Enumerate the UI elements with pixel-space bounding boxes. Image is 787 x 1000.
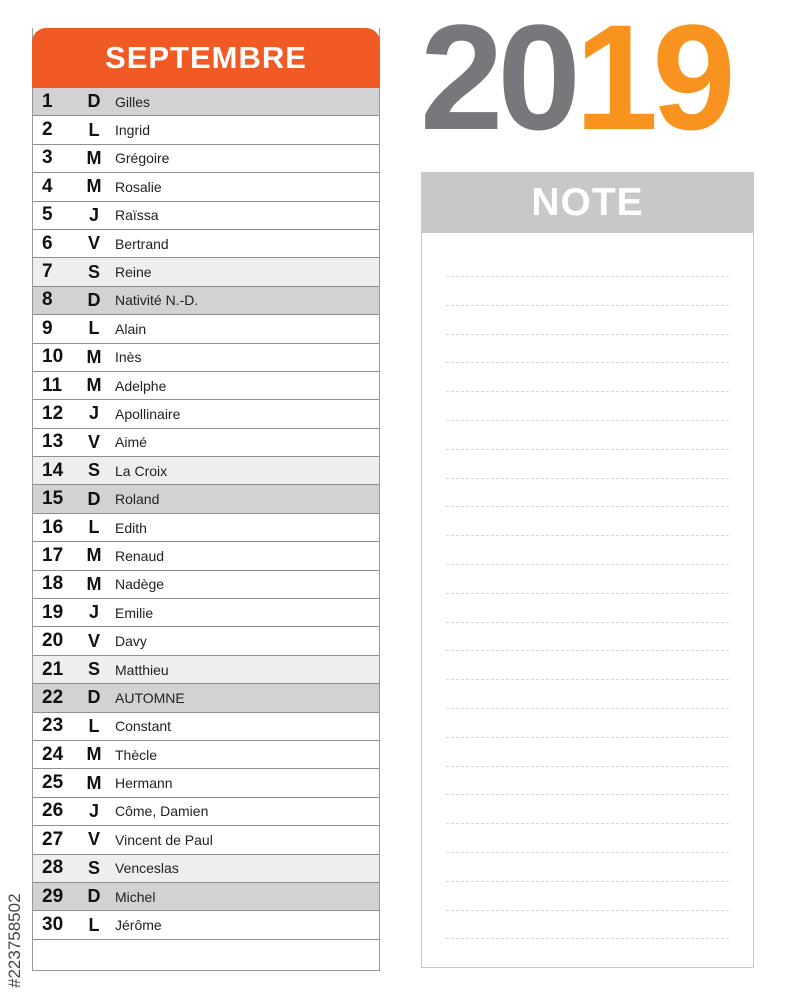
saint-name: Jérôme: [115, 917, 162, 934]
day-row: [33, 826, 379, 854]
day-of-week: M: [86, 346, 102, 367]
day-row: [33, 798, 379, 826]
day-number: 30: [42, 914, 64, 936]
day-of-week: M: [86, 147, 102, 168]
day-row: [33, 116, 379, 144]
saint-name: Emilie: [115, 604, 154, 621]
note-panel: [421, 172, 754, 968]
note-line: [446, 910, 729, 939]
day-of-week: L: [88, 517, 100, 538]
note-line: [446, 881, 729, 910]
note-line: [446, 391, 729, 420]
saint-name: Alain: [115, 320, 147, 337]
day-row: [33, 230, 379, 258]
day-row: [33, 599, 379, 627]
saint-name: Roland: [115, 491, 160, 508]
saint-name: Nadège: [115, 576, 165, 593]
day-row: [33, 315, 379, 343]
note-line: [446, 478, 729, 507]
saint-name: Apollinaire: [115, 405, 181, 422]
day-number: 9: [42, 317, 53, 339]
day-number: 21: [42, 658, 64, 680]
day-number: 22: [42, 686, 64, 708]
day-number: 27: [42, 828, 64, 850]
note-line: [446, 794, 729, 823]
saint-name: Reine: [115, 264, 152, 281]
note-line: [446, 506, 729, 535]
note-line: [446, 276, 729, 305]
stock-id: #223758502: [5, 893, 24, 988]
day-number: 3: [42, 147, 53, 169]
day-of-week: S: [87, 460, 100, 481]
saint-name: Raïssa: [115, 207, 159, 224]
day-row: [33, 713, 379, 741]
day-of-week: M: [86, 375, 102, 396]
day-number: 28: [42, 857, 64, 879]
day-row: [33, 485, 379, 513]
saint-name: Adelphe: [115, 377, 167, 394]
note-line: [446, 593, 729, 622]
year-title: [420, 0, 760, 161]
day-row: [33, 173, 379, 201]
note-header: NOTE: [422, 173, 753, 233]
day-row: [33, 344, 379, 372]
day-of-week: L: [88, 715, 100, 736]
note-line: [446, 938, 729, 967]
note-line: [446, 823, 729, 852]
day-row: [33, 656, 379, 684]
day-number: 15: [42, 488, 64, 510]
day-of-week: L: [88, 119, 100, 140]
day-of-week: J: [88, 204, 99, 225]
day-of-week: D: [87, 289, 101, 310]
day-row: [33, 571, 379, 599]
note-line: [446, 362, 729, 391]
day-number: 18: [42, 573, 64, 595]
month-header: SEPTEMBRE: [32, 28, 380, 88]
day-of-week: S: [87, 261, 100, 282]
note-lines: [446, 276, 729, 967]
note-line: [446, 305, 729, 334]
day-number: 7: [42, 261, 53, 283]
saint-name: Côme, Damien: [115, 803, 209, 820]
day-number: 29: [42, 885, 64, 907]
saint-name: Venceslas: [115, 860, 179, 877]
day-number: 19: [42, 601, 64, 623]
day-number: 8: [42, 289, 53, 311]
saint-name: Inès: [115, 349, 142, 366]
day-of-week: S: [87, 857, 100, 878]
saint-name: Grégoire: [115, 150, 170, 167]
day-of-week: J: [88, 403, 99, 424]
day-of-week: J: [88, 800, 99, 821]
month-calendar: [32, 28, 380, 971]
note-line: [446, 650, 729, 679]
note-line: [446, 564, 729, 593]
note-line: [446, 708, 729, 737]
saint-name: Edith: [115, 519, 147, 536]
day-of-week: V: [87, 829, 100, 850]
saint-name: Michel: [115, 888, 156, 905]
day-list: [33, 88, 379, 940]
day-of-week: M: [86, 573, 102, 594]
day-number: 16: [42, 516, 64, 538]
saint-name: Renaud: [115, 547, 165, 564]
day-number: 5: [42, 204, 53, 226]
day-of-week: L: [88, 914, 100, 935]
day-row: [33, 883, 379, 911]
saint-name: Constant: [115, 718, 172, 735]
day-of-week: J: [88, 602, 99, 623]
day-of-week: V: [87, 233, 100, 254]
day-number: 13: [42, 431, 64, 453]
day-row: [33, 514, 379, 542]
note-line: [446, 679, 729, 708]
saint-name: Thècle: [115, 746, 158, 763]
day-row: [33, 145, 379, 173]
note-line: [446, 449, 729, 478]
saint-name: Matthieu: [115, 661, 169, 678]
day-number: 11: [42, 374, 63, 396]
day-row: [33, 457, 379, 485]
saint-name: Hermann: [115, 775, 173, 792]
day-row: [33, 258, 379, 286]
day-row: [33, 911, 379, 939]
note-line: [446, 622, 729, 651]
day-number: 12: [42, 402, 64, 424]
day-number: 14: [42, 459, 64, 481]
day-row: [33, 202, 379, 230]
day-number: 25: [42, 772, 64, 794]
saint-name: Aimé: [115, 434, 147, 451]
day-row: [33, 769, 379, 797]
saint-name: Vincent de Paul: [115, 831, 213, 848]
day-number: 1: [42, 90, 53, 112]
day-row: [33, 741, 379, 769]
saint-name: Ingrid: [115, 122, 151, 139]
year-part-orange: 19: [574, 0, 730, 161]
day-of-week: D: [87, 488, 101, 509]
day-of-week: M: [86, 176, 102, 197]
day-row: [33, 372, 379, 400]
saint-name: Davy: [115, 633, 147, 650]
day-number: 23: [42, 715, 64, 737]
day-row: [33, 287, 379, 315]
note-line: [446, 334, 729, 363]
note-line: [446, 420, 729, 449]
saint-name: Rosalie: [115, 178, 162, 195]
year-part-gray: 20: [420, 0, 575, 161]
day-row: [33, 542, 379, 570]
saint-name: AUTOMNE: [115, 689, 185, 706]
day-number: 24: [42, 743, 64, 765]
day-number: 17: [42, 544, 64, 566]
day-row: [33, 684, 379, 712]
saint-name: Nativité N.-D.: [115, 292, 199, 309]
day-of-week: D: [87, 91, 101, 112]
day-row: [33, 400, 379, 428]
day-number: 2: [42, 119, 53, 141]
day-of-week: S: [87, 659, 100, 679]
day-number: 4: [42, 175, 53, 197]
day-of-week: M: [86, 545, 102, 566]
day-of-week: D: [87, 687, 101, 708]
day-row: [33, 88, 379, 116]
day-number: 20: [42, 630, 64, 652]
day-of-week: L: [88, 318, 100, 339]
day-row: [33, 429, 379, 457]
note-line: [446, 737, 729, 766]
note-line: [446, 852, 729, 881]
note-line: [446, 535, 729, 564]
saint-name: La Croix: [115, 462, 168, 479]
saint-name: Bertrand: [115, 235, 169, 252]
saint-name: Gilles: [115, 93, 151, 110]
day-row: [33, 855, 379, 883]
day-of-week: V: [87, 630, 100, 651]
day-of-week: M: [86, 772, 102, 793]
day-number: 6: [42, 232, 53, 254]
day-of-week: V: [87, 431, 100, 452]
day-of-week: D: [87, 886, 101, 907]
note-line: [446, 766, 729, 795]
day-of-week: M: [86, 744, 102, 765]
day-number: 26: [42, 800, 64, 822]
day-number: 10: [42, 346, 64, 368]
day-row: [33, 627, 379, 655]
